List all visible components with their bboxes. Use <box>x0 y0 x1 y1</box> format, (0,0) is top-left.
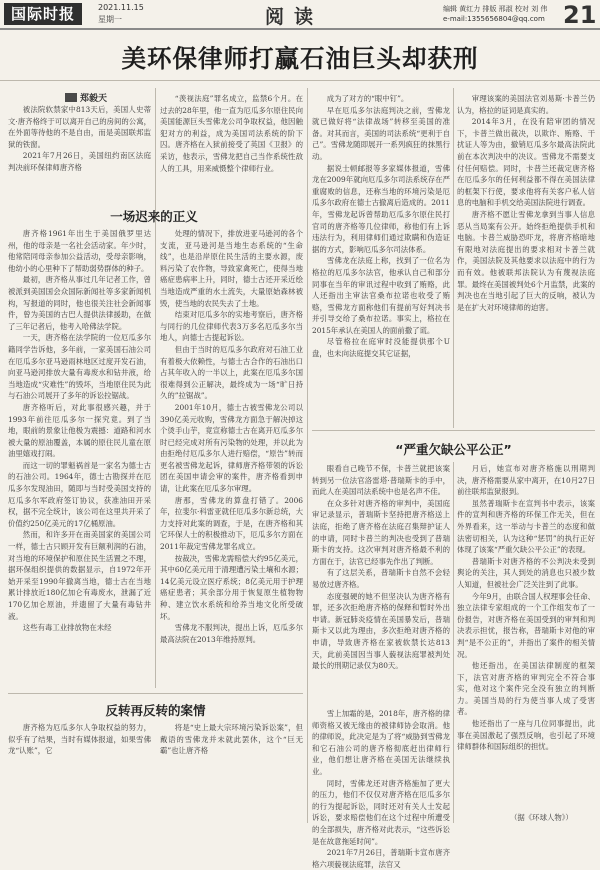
paragraph: “羡视法庭”罪名成立，监禁6个月。在过去的28年里，他一直为厄瓜多尔原住民向美国能源巨头雪佛龙公司争取权益，他因触犯对方的利益，成为美国司法系统的阶下囚。唐齐格在入狱前接受了英国《卫报》的采访，他表示，雪佛龙把自己当作系统性敌人的工具，用来威慑整个律师行业。 <box>160 94 303 173</box>
column-divider <box>453 462 454 823</box>
paragraph: 然而，和许多开在南美国家的美国公司一样，德士古只顾开发有巨额利润的石油，对当地的环境保护和原住民生活置之不理，据环保组织提供的数据显示，自1972年开始开采至1990年撤离当地，德士古在当地累计排放近180亿加仑有毒废水，泄漏了近170亿加仑原油，并遗留了大量有毒钻井液。 <box>8 530 151 621</box>
source-credit: （据《环球人物》） <box>510 813 573 822</box>
article-headline: 美环保律师打赢石油巨头却获刑 <box>121 44 479 73</box>
paragraph: 但由于当时的厄瓜多尔政府对石油工业有着极大依赖性，与德士古合作的石油出口占其年收入的一半以上，此案在厄瓜多尔国很难得到公正解决，最终成为一场“旷日持久的”拉锯战”。 <box>160 344 303 401</box>
paragraph: 最初，唐齐格从事过几年记者工作，曾被派到美国国会众国际新闻社等多家新闻机构，写报道的同时，他也很关注社会新闻事件，曾为美国的古巴人提供法律援助，在做了三年记者后，他考入哈佛法学院。 <box>8 275 151 331</box>
paragraph: 2001年10月，德士古被雪佛龙公司以390亿美元收购，雪佛龙方面急于解决掉这个烫手山芋，竟宣称德士古在离开厄瓜多尔时已经完成对所有污染物的处理，并以此为由拒绝付厄瓜多尔人进行赔偿，“原告”转而更名被雪佛龙起诉，律师唐齐格带领的诉讼团在美国申请会审的案件，唐齐格看到申请，让此案在厄瓜多尔审理。 <box>160 402 303 494</box>
byline <box>65 91 107 104</box>
paragraph: 唐齐格听后，对此事很感兴趣，并于1993年前往厄瓜多尔一探究竟。到了当地，眼前的景象让他极为震撼：道路和河水被大量的原油覆盖，本属的原住民儿童在原油里嬉戏打闹。 <box>8 402 151 459</box>
article-column-3 <box>312 93 450 428</box>
paragraph: 雪上加霜的是，2018年，唐齐格的律师资格又被无缘由的被律师协会取消。他的律师说，此决定是为了将“威胁到雪佛龙和它石油公司的唐齐格彻底赶出律师行业，他们想让唐齐格在美国无法继续执业。 <box>312 709 450 776</box>
article-column-4 <box>457 93 595 428</box>
masthead <box>0 0 600 30</box>
paragraph: 唐那，雪佛龙的算盘打错了。2006年，拉斐尔·科雷亚就任厄瓜多尔新总统，大力支持对此案的调查，于是，在唐齐格和其它环保人士的积极推动下，厄瓜多尔方面在2011年裁定雪佛龙罪名成立。 <box>160 495 303 552</box>
article-column-4-lower <box>457 463 595 809</box>
paragraph: 一天，唐齐格在法学院的一位厄瓜多尔籍同学告诉他，多年前，一家美国石油公司在厄瓜多尔亚马逊雨林地区过度开发石油，向亚马逊河排放大量有毒废水和钻井液，给当地造成“灾难性”的毁坏，当地原住民为此与石油公司展开了多年的诉讼拉锯战。 <box>8 333 151 401</box>
article-column-2 <box>160 228 303 686</box>
byline-mark-icon <box>65 93 77 102</box>
paragraph: 按裁决，雪佛龙需赔偿大约95亿美元，其中60亿美元用于清理遭污染土壤和水源；14亿美元设立医疗系统；8亿美元用于护理癌症患者；其余部分用于恢复原生植物物种、建立饮水系统和给养当地文化所受破坏。 <box>160 553 303 621</box>
paragraph: 早在厄瓜多尔法庭判决之前，雪佛龙就已做好将“法律战场”转移至美国的准备。对其而言，美国的司法系统“更利于自己”。雪佛龙随即展开一系列疯狂的抹黑行动。 <box>312 105 450 161</box>
paragraph: 在众多针对唐齐格的审判中，美国庭审记录显示，普瑞斯卡坚持把唐齐格送上法庭，拒绝了唐齐格在法庭召集辩护证人的申请，同时卡普兰的判决也受到了普瑞斯卡的支持。这次审判对唐齐格最不利的方面在于，法官已经事先作出了判断。 <box>312 498 450 566</box>
section-title: 阅读 <box>265 6 324 28</box>
issue-date: 2021.11.15 <box>98 3 144 12</box>
paragraph: 将是“史上最大宗环境污染诉讼案”，但戴语的雪佛龙并未就此罢休，这个“巨无霸”也让唐齐格 <box>160 723 303 756</box>
article-column-2-intro <box>160 93 303 201</box>
byline-author: 郑毅天 <box>80 94 108 104</box>
issue-weekday: 星期一 <box>98 15 122 24</box>
paragraph: 处理的情况下，排放进亚马逊河的各个支流，亚马逊河是当地生态系统的“生命线”，也是沿岸原住民生活的主要水源，废料污染了农作物，导致家禽死亡，使得当地癌症患病率上升，同时，德士古还开采近绘当地造成严重的水土流失，大量原始森林被毁，使当地的农民失去了土地。 <box>160 229 303 308</box>
paragraph: 有了这层关系，普瑞斯卡自然不会轻易放过唐齐格。 <box>312 568 450 589</box>
paragraph: 2021年7月26日，美国纽约南区法庭判决前环保律师唐齐格 <box>8 151 151 172</box>
paragraph: 同时，雪佛龙还对唐齐格施加了更大的压力，他们不仅仅对唐齐格在厄瓜多尔的行为提起诉讼，同时还对有关人士发起诉讼，要求赔偿他们在这个过程中所遭受的全部损失，唐齐格对此表示，“这些诉讼是在故意拖延时间”。 <box>312 778 450 846</box>
paragraph: 成为了对方的“眼中钉”。 <box>326 94 409 103</box>
paragraph: 虽然普瑞斯卡在宣判书中表示，该案件的宣判和唐齐格的环保工作无关，但在外界看来，这一举动与卡普兰的态度和做法密切相关，认为这种“惩罚”的执行正好体现了该案“严重欠缺公平公正”的表现。 <box>457 498 595 555</box>
paragraph: 唐齐格1961年出生于美国俄罗里达州，他的母亲是一名社会活动家。年少时，他常陪同母亲参加公益活动，受母亲影响，他幼小的心里种下了帮助弱势群体的种子。 <box>8 229 151 273</box>
article-column-1-intro <box>8 104 151 210</box>
paragraph: 态度强硬的她不但坚决认为唐齐格有罪，还多次拒绝唐齐格的保释和暂时外出申请。新冠肺炎疫情在美国暴发后，普瑞斯卡又以此为理由，多次拒绝对唐齐格的申请，导致唐齐格在家被软禁长达813天，此前美国因当事人藐视法庭罪被判处最长的刑期记录仅为80天。 <box>312 591 450 671</box>
paragraph: 2021年7月26日，普瑞斯卡宣布唐齐格六项藐视法庭罪，法官又 <box>312 848 450 869</box>
paragraph: 据说士顿邮报等多家媒体报道，雪佛龙在2009年就向厄瓜多尔司法系统存在严重腐败的信息，还称当地的环境污染是厄瓜多尔政府在德士古撤离后造成的。2011年，雪佛龙起诉曾帮助厄瓜多尔原住民打官司的唐齐格等几位律师，称他们有上诉违法行为，利用律师们通过欺瞒和伪造证据的方式，影响厄瓜多尔司法体系。 <box>312 163 450 254</box>
paragraph: 审理该案的美国法官刘易斯·卡普兰仍认为，格拉的证词是真实的。 <box>457 94 595 115</box>
page-number: 21 <box>563 1 597 29</box>
paragraph: 普瑞斯卡对唐齐格的不公判决未受到舆论的关注，其人到处的消息也只被少数人知道，但被社会广泛关注到了此事。 <box>457 556 595 589</box>
paragraph: 唐齐格为厄瓜多尔人争取权益的努力，似乎有了结果，当时有媒体报道，如果雪佛龙“认账”，它 <box>8 723 151 756</box>
paragraph: 尽管格拉在庭审时没能提供那个U盘，也未向法庭提交其它证据， <box>312 337 450 359</box>
headline-rule <box>0 80 600 81</box>
subheading-2: “严重欠缺公平公正” <box>395 442 512 457</box>
article-column-1-bottom <box>8 722 151 824</box>
paragraph: 雪佛龙在法庭上称，找到了一位名为格拉的厄瓜多尔法官，他承认自己和部分同事在当年的审讯过程中收到了贿赂，此人还指出主审法官桑布拉诺也收受了贿赂，雪佛龙方面称他们有提前写好判决书并引导交给了桑布拉诺。事实上，格拉在2015年承认在美国人的面前撒了谎。 <box>312 256 450 335</box>
paragraph: 雪佛龙不服判决，提出上诉，厄瓜多尔最高法院在2013年维持原判。 <box>160 623 303 644</box>
section-rule <box>312 430 595 431</box>
article-column-3-lower <box>312 463 450 706</box>
paragraph: 这些有毒工业排放物在未经 <box>22 623 112 633</box>
paragraph: 结束对厄瓜多尔的实地考察后，唐齐格与同行的几位律师代表3万多名厄瓜多尔当地人，向德士古提起诉讼。 <box>160 310 303 343</box>
paragraph: 今年9月，由联合国人权理事会任命、独立法律专家组成的一个工作组发布了一份报告，对唐齐格在美国受到的审判和判决表示担忧，报告称，普瑞斯卡对他的审判“是不公正的”，并指出了案件的相关情况。 <box>457 591 595 659</box>
paragraph: 月后，她宣布对唐齐格施以刑期判决，唐齐格需要从家中离开，在10月27日前往联邦监狱报到。 <box>457 464 595 497</box>
paragraph: 他还指出，在美国法律制度的框架下，法官对唐齐格的审判完全不符合事实，他对这个案件完全没有独立的判断力。美国当局的行为使当事人成了受害者。 <box>457 661 595 717</box>
paragraph: 2014年3月，在没有陪审团的情况下，卡普兰做出裁决，以欺诈、贿赂、干扰证人等为由，撤销厄瓜多尔最高法院此前在本次判决中的决议。雪佛龙不需要支付任何赔偿。同时，卡普兰还裁定唐齐格在厄瓜多尔的任何利益都不得在美国法律的框架下行使，要求他将有关客户私人信息的电脑和手机交给美国法院进行调查。 <box>457 117 595 208</box>
paragraph: 唐齐格不愿让雪佛龙拿到当事人信息恶从当局案有公开。始终拒绝提供手机和电脑。卡普兰威胁恐吓龙，将唐齐格暗地有限地对法庭提出的要求相对卡普兰就作，美国法院及其他要求以法庭中的行为而有效。他被联邦法院认为有蔑视法庭罪。最终在美国被判处6个月监禁，此案的判决也在当地引起了巨大的反响，被认为是在扩大对环境律师的迫害。 <box>457 209 595 312</box>
newspaper-logo: 国际时报 <box>4 3 82 25</box>
paragraph: 眼看自己晚节不保，卡普兰就把该案转到另一位法官洛雷塔·普瑞斯卡的手中，而此人在美国司法系统中也是名声不佳。 <box>312 464 450 497</box>
column-divider <box>307 88 308 823</box>
subheading-3: 反转再反转的案情 <box>105 703 206 718</box>
paragraph: 他还指出了一座与几位同事提出，此事在美国激起了强烈反响，也引起了环境律师群体和国际组织的担忧。 <box>457 719 595 752</box>
column-divider <box>453 88 454 428</box>
subheading-1: 一场迟来的正义 <box>110 209 198 224</box>
article-column-3-bottom <box>312 708 450 869</box>
paragraph: 而这一切的罪魁祸首是一家名为德士古的石油公司。1964年，德士古勘探并在厄瓜多尔发现油田，随即与当时受美国支持的厄瓜多尔军政府签订协议，获准油田开采权，据不完全统计，该公司在这里共开采了价值约250亿美元的17亿桶原油。 <box>8 460 151 528</box>
article-column-1 <box>8 228 151 686</box>
column-divider <box>155 88 156 688</box>
section-rule <box>8 693 303 694</box>
article-column-2-bottom <box>160 722 303 824</box>
paragraph: 被法院软禁家中813天后，美国人史蒂文·唐齐格终于可以离开自己的房间的公寓，在外面等待他的不是自由，而是美国联邦监狱的铁窗。 <box>8 105 151 149</box>
contact-email: e-mail:1355656804@qq.com <box>443 15 545 23</box>
editor-credits: 编辑 黄红力 排版 邢淑 校对 刘 伟 <box>443 5 548 13</box>
